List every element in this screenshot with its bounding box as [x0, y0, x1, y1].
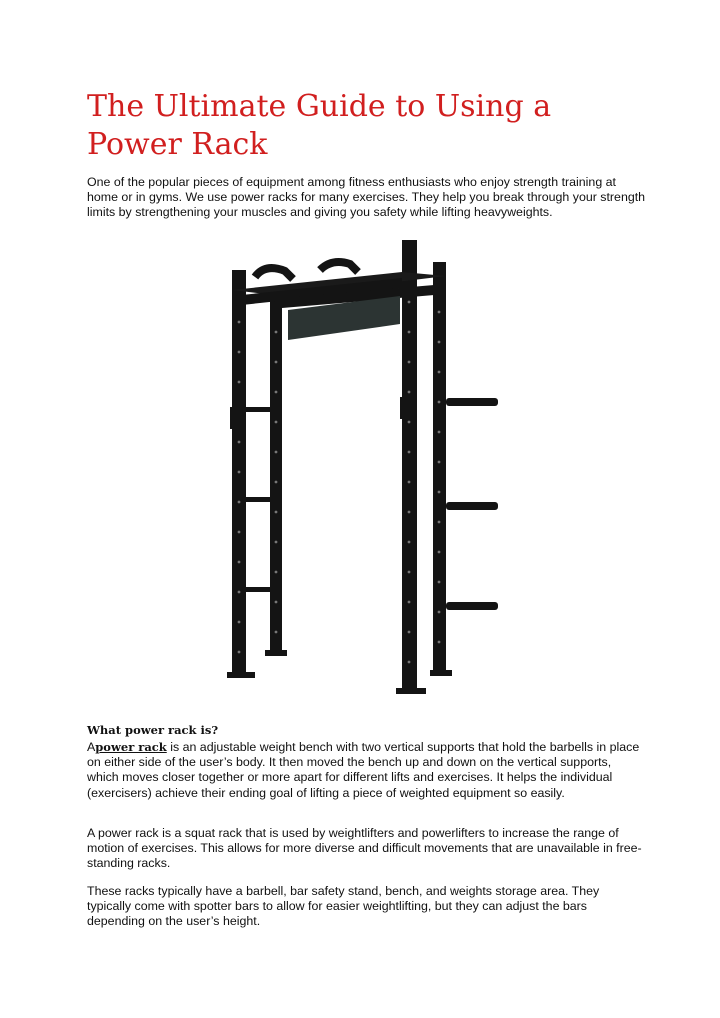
paragraph-squat-rack: A power rack is a squat rack that is used by weightlifters and powerlifters to increase the range of motion of exercises. This allows for more diverse and difficult movements that are unavailable in free-standing racks.: [87, 826, 642, 871]
section-heading: What power rack is?: [87, 723, 219, 737]
page-title: The Ultimate Guide to Using a Power Rack: [87, 89, 552, 162]
paragraph-definition: [87, 740, 642, 801]
power-rack-link[interactable]: power rack: [95, 740, 167, 754]
paragraph-body: is an adjustable weight bench with two vertical supports that hold the barbells in place on either side of the user’s body. It then moved the bench up and down on the vertical supports, which moves closer together or more apart for different lifts and exercises. It helps the individual (exercisers) achieve their ending goal of lifting a piece of weighted equipment so easily.: [87, 740, 640, 800]
intro-paragraph: One of the popular pieces of equipment among fitness enthusiasts who enjoy strength training at home or in gyms. We use power racks for many exercises. They help you break through your strength limits by strengthening your muscles and giving you safety while lifting heavyweights.: [87, 175, 646, 220]
power-rack-illustration: [200, 232, 520, 707]
paragraph-features: These racks typically have a barbell, bar safety stand, bench, and weights storage area. They typically come with spotter bars to allow for easier weightlifting, but they can adjust the bars depending on the user’s height.: [87, 884, 600, 929]
paragraph-prefix: A: [87, 740, 96, 754]
